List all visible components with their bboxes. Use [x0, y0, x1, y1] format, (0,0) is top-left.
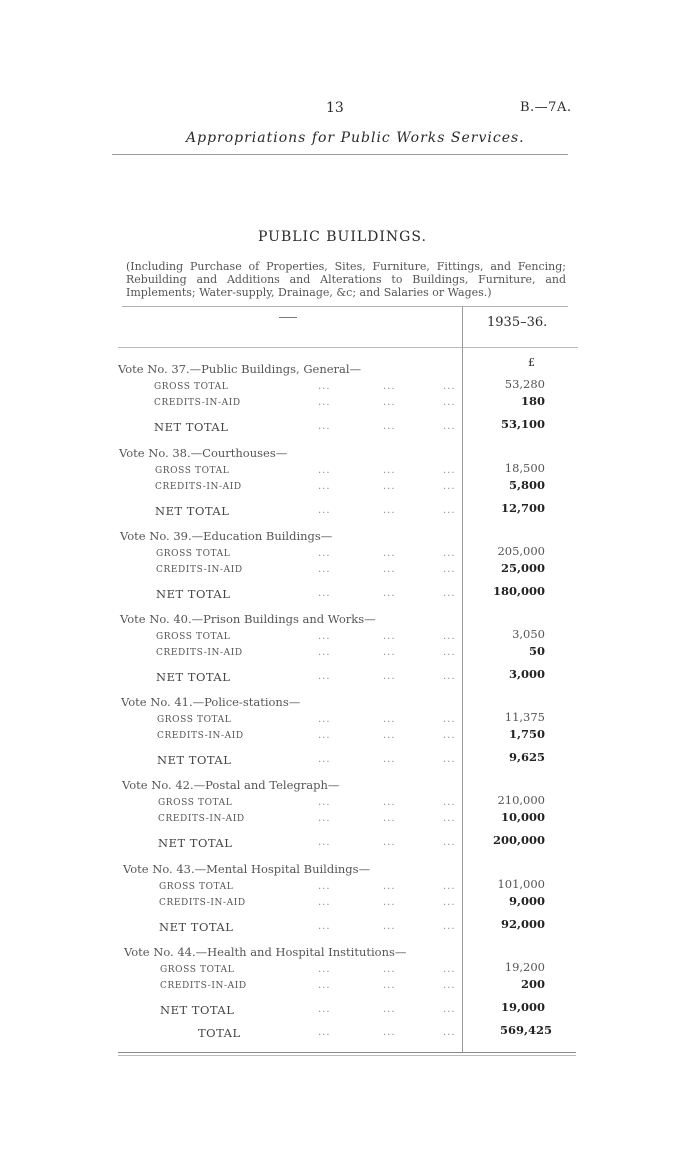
leader-dots: ...: [443, 1004, 456, 1015]
vote-heading: Vote No. 37.—Public Buildings, General—: [118, 362, 362, 376]
net-total-label: NET TOTAL: [158, 836, 233, 850]
leader-dots: ...: [383, 647, 396, 658]
leader-dots: ...: [443, 797, 456, 808]
credits-in-aid-amount: 180: [520, 394, 545, 408]
leader-dots: ...: [443, 837, 456, 848]
leader-dots: ...: [383, 797, 396, 808]
leader-dots: ...: [443, 964, 456, 975]
leader-dots: ...: [383, 754, 396, 765]
leader-dots: ...: [443, 588, 456, 599]
gross-total-label: GROSS TOTAL: [159, 882, 234, 892]
gross-total-label: GROSS TOTAL: [157, 715, 232, 725]
net-total-amount: 200,000: [492, 833, 545, 847]
year-column-header: 1935–36.: [487, 315, 548, 330]
credits-in-aid-label: CREDITS-IN-AID: [157, 731, 244, 741]
leader-dots: ...: [383, 381, 396, 392]
gross-total-label: GROSS TOTAL: [160, 965, 235, 975]
leader-dots: ...: [383, 505, 396, 516]
leader-dots: ...: [443, 631, 456, 642]
grand-total-label: TOTAL: [198, 1026, 241, 1040]
vote-heading: Vote No. 42.—Postal and Telegraph—: [122, 778, 340, 792]
net-total-amount: 3,000: [508, 667, 545, 681]
vote-heading: Vote No. 44.—Health and Hospital Institutions—: [124, 945, 407, 959]
credits-in-aid-label: CREDITS-IN-AID: [156, 648, 243, 658]
subtitle-rule: [122, 306, 568, 307]
leader-dots: ...: [383, 465, 396, 476]
leader-dots: ...: [383, 421, 396, 432]
credits-in-aid-amount: 200: [520, 977, 545, 991]
gross-total-amount: 101,000: [497, 877, 545, 891]
leader-dots: ...: [443, 671, 456, 682]
leader-dots: ...: [318, 797, 331, 808]
gross-total-amount: 3,050: [512, 627, 545, 641]
credits-in-aid-amount: 1,750: [508, 727, 545, 741]
net-total-amount: 180,000: [492, 584, 545, 598]
leader-dots: ...: [383, 897, 396, 908]
leader-dots: ...: [318, 837, 331, 848]
leader-dots: ...: [383, 813, 396, 824]
leader-dots: ...: [318, 1004, 331, 1015]
gross-total-label: GROSS TOTAL: [156, 549, 231, 559]
blank-column-header: [279, 317, 297, 318]
leader-dots: ...: [383, 548, 396, 559]
grand-total-amount: 569,425: [499, 1023, 552, 1037]
leader-dots: ...: [383, 980, 396, 991]
leader-dots: ...: [318, 397, 331, 408]
leader-dots: ...: [383, 881, 396, 892]
credits-in-aid-amount: 10,000: [500, 810, 545, 824]
leader-dots: ...: [443, 921, 456, 932]
leader-dots: ...: [443, 980, 456, 991]
credits-in-aid-label: CREDITS-IN-AID: [154, 398, 241, 408]
section-title: PUBLIC BUILDINGS.: [258, 229, 427, 245]
net-total-label: NET TOTAL: [154, 420, 229, 434]
leader-dots: ...: [443, 730, 456, 741]
credits-in-aid-amount: 50: [528, 644, 545, 658]
leader-dots: ...: [318, 980, 331, 991]
leader-dots: ...: [318, 881, 331, 892]
gross-total-label: GROSS TOTAL: [155, 466, 230, 476]
leader-dots: ...: [318, 1027, 331, 1038]
leader-dots: ...: [318, 465, 331, 476]
leader-dots: ...: [318, 921, 331, 932]
vote-heading: Vote No. 40.—Prison Buildings and Works—: [120, 612, 376, 626]
leader-dots: ...: [443, 881, 456, 892]
net-total-label: NET TOTAL: [156, 670, 231, 684]
net-total-amount: 9,625: [508, 750, 545, 764]
leader-dots: ...: [318, 647, 331, 658]
net-total-label: NET TOTAL: [160, 1003, 235, 1017]
net-total-label: NET TOTAL: [156, 587, 231, 601]
leader-dots: ...: [383, 631, 396, 642]
gross-total-amount: 19,200: [504, 960, 545, 974]
section-subtitle: (Including Purchase of Properties, Sites, Furniture, Fittings, and Fencing; Rebuilding and Additions and Alterations to Buildings, Furniture, and Implements; Water-supply, Drainage, &c; and Salaries or Wages.): [126, 260, 566, 299]
leader-dots: ...: [318, 381, 331, 392]
leader-dots: ...: [383, 1027, 396, 1038]
net-total-amount: 53,100: [500, 417, 545, 431]
bottom-rule: [118, 1052, 576, 1053]
credits-in-aid-label: CREDITS-IN-AID: [156, 565, 243, 575]
credits-in-aid-amount: 5,800: [508, 478, 545, 492]
leader-dots: ...: [383, 714, 396, 725]
leader-dots: ...: [318, 505, 331, 516]
running-title: Appropriations for Public Works Services.: [186, 130, 525, 146]
top-rule: [112, 154, 568, 155]
leader-dots: ...: [443, 647, 456, 658]
gross-total-label: GROSS TOTAL: [154, 382, 229, 392]
gross-total-amount: 53,280: [504, 377, 545, 391]
gross-total-amount: 205,000: [497, 544, 545, 558]
leader-dots: ...: [318, 714, 331, 725]
document-reference: B.—7A.: [520, 100, 572, 115]
leader-dots: ...: [383, 397, 396, 408]
page-number: 13: [326, 100, 344, 116]
bottom-rule-double: [118, 1055, 576, 1056]
gross-total-label: GROSS TOTAL: [156, 632, 231, 642]
net-total-label: NET TOTAL: [155, 504, 230, 518]
leader-dots: ...: [383, 964, 396, 975]
vote-heading: Vote No. 43.—Mental Hospital Buildings—: [123, 862, 371, 876]
credits-in-aid-amount: 9,000: [508, 894, 545, 908]
leader-dots: ...: [318, 813, 331, 824]
leader-dots: ...: [383, 730, 396, 741]
credits-in-aid-label: CREDITS-IN-AID: [155, 482, 242, 492]
gross-total-label: GROSS TOTAL: [158, 798, 233, 808]
net-total-amount: 19,000: [500, 1000, 545, 1014]
leader-dots: ...: [318, 964, 331, 975]
net-total-label: NET TOTAL: [159, 920, 234, 934]
gross-total-amount: 18,500: [504, 461, 545, 475]
gross-total-amount: 210,000: [497, 793, 545, 807]
leader-dots: ...: [443, 481, 456, 492]
leader-dots: ...: [383, 588, 396, 599]
leader-dots: ...: [383, 1004, 396, 1015]
leader-dots: ...: [443, 1027, 456, 1038]
header-rule: [118, 347, 578, 348]
leader-dots: ...: [443, 897, 456, 908]
leader-dots: ...: [318, 897, 331, 908]
leader-dots: ...: [318, 631, 331, 642]
leader-dots: ...: [443, 505, 456, 516]
credits-in-aid-amount: 25,000: [500, 561, 545, 575]
gross-total-amount: 11,375: [504, 710, 545, 724]
leader-dots: ...: [318, 588, 331, 599]
leader-dots: ...: [318, 671, 331, 682]
credits-in-aid-label: CREDITS-IN-AID: [158, 814, 245, 824]
leader-dots: ...: [318, 754, 331, 765]
leader-dots: ...: [443, 421, 456, 432]
credits-in-aid-label: CREDITS-IN-AID: [159, 898, 246, 908]
leader-dots: ...: [383, 481, 396, 492]
leader-dots: ...: [443, 397, 456, 408]
leader-dots: ...: [443, 754, 456, 765]
vote-heading: Vote No. 41.—Police-stations—: [121, 695, 301, 709]
vote-heading: Vote No. 38.—Courthouses—: [119, 446, 288, 460]
leader-dots: ...: [383, 921, 396, 932]
leader-dots: ...: [443, 714, 456, 725]
leader-dots: ...: [318, 421, 331, 432]
net-total-amount: 92,000: [500, 917, 545, 931]
leader-dots: ...: [443, 548, 456, 559]
leader-dots: ...: [318, 730, 331, 741]
leader-dots: ...: [383, 564, 396, 575]
leader-dots: ...: [383, 671, 396, 682]
leader-dots: ...: [443, 813, 456, 824]
net-total-label: NET TOTAL: [157, 753, 232, 767]
leader-dots: ...: [318, 481, 331, 492]
leader-dots: ...: [318, 548, 331, 559]
leader-dots: ...: [443, 381, 456, 392]
leader-dots: ...: [443, 465, 456, 476]
net-total-amount: 12,700: [500, 501, 545, 515]
currency-symbol: £: [528, 356, 535, 369]
leader-dots: ...: [318, 564, 331, 575]
credits-in-aid-label: CREDITS-IN-AID: [160, 981, 247, 991]
leader-dots: ...: [443, 564, 456, 575]
leader-dots: ...: [383, 837, 396, 848]
vote-heading: Vote No. 39.—Education Buildings—: [120, 529, 333, 543]
